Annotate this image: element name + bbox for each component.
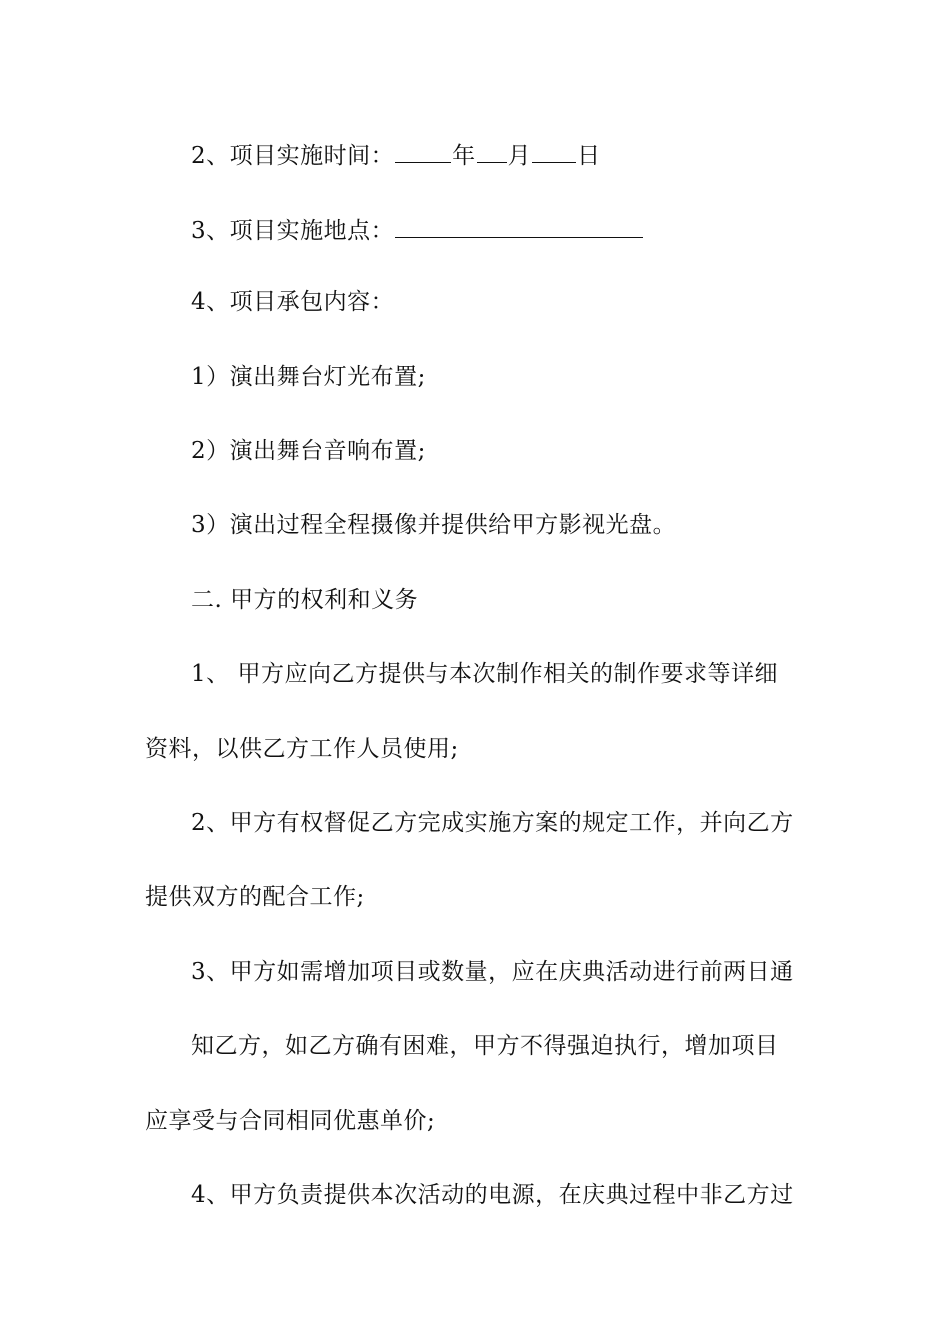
paragraph-4-line-1: 4、甲方负责提供本次活动的电源，在庆典过程中非乙方过 [191, 1182, 794, 1208]
sub-item-sound: 2）演出舞台音响布置; [191, 438, 426, 464]
item-contract-content: 4、项目承包内容： [191, 289, 395, 315]
sub-item-lighting: 1）演出舞台灯光布置; [191, 364, 426, 390]
day-blank [532, 138, 576, 163]
paragraph-1-line-2: 资料，以供乙方工作人员使用; [145, 736, 459, 762]
month-label: 月 [507, 143, 532, 169]
paragraph-2-line-1: 2、甲方有权督促乙方完成实施方案的规定工作，并向乙方 [191, 810, 794, 836]
year-label: 年 [452, 143, 476, 169]
paragraph-2-line-2: 提供双方的配合工作; [145, 884, 365, 910]
paragraph-3-line-3: 应享受与合同相同优惠单价; [145, 1108, 436, 1134]
day-label: 日 [577, 143, 601, 169]
item-implementation-place [191, 213, 644, 246]
paragraph-1-line-1: 1、 甲方应向乙方提供与本次制作相关的制作要求等详细 [191, 661, 778, 687]
item-implementation-time [191, 138, 601, 171]
year-blank [395, 138, 451, 163]
month-blank [477, 138, 507, 163]
item-implementation-time-label: 2、项目实施时间： [191, 143, 395, 169]
paragraph-3-line-1: 3、甲方如需增加项目或数量，应在庆典活动进行前两日通 [191, 959, 794, 985]
paragraph-3-line-2: 知乙方，如乙方确有困难，甲方不得强迫执行，增加项目 [191, 1033, 779, 1059]
section-heading-party-a-rights: 二. 甲方的权利和义务 [191, 587, 419, 613]
item-implementation-place-label: 3、项目实施地点： [191, 218, 395, 244]
sub-item-video: 3）演出过程全程摄像并提供给甲方影视光盘。 [191, 512, 677, 538]
place-blank [395, 213, 643, 238]
